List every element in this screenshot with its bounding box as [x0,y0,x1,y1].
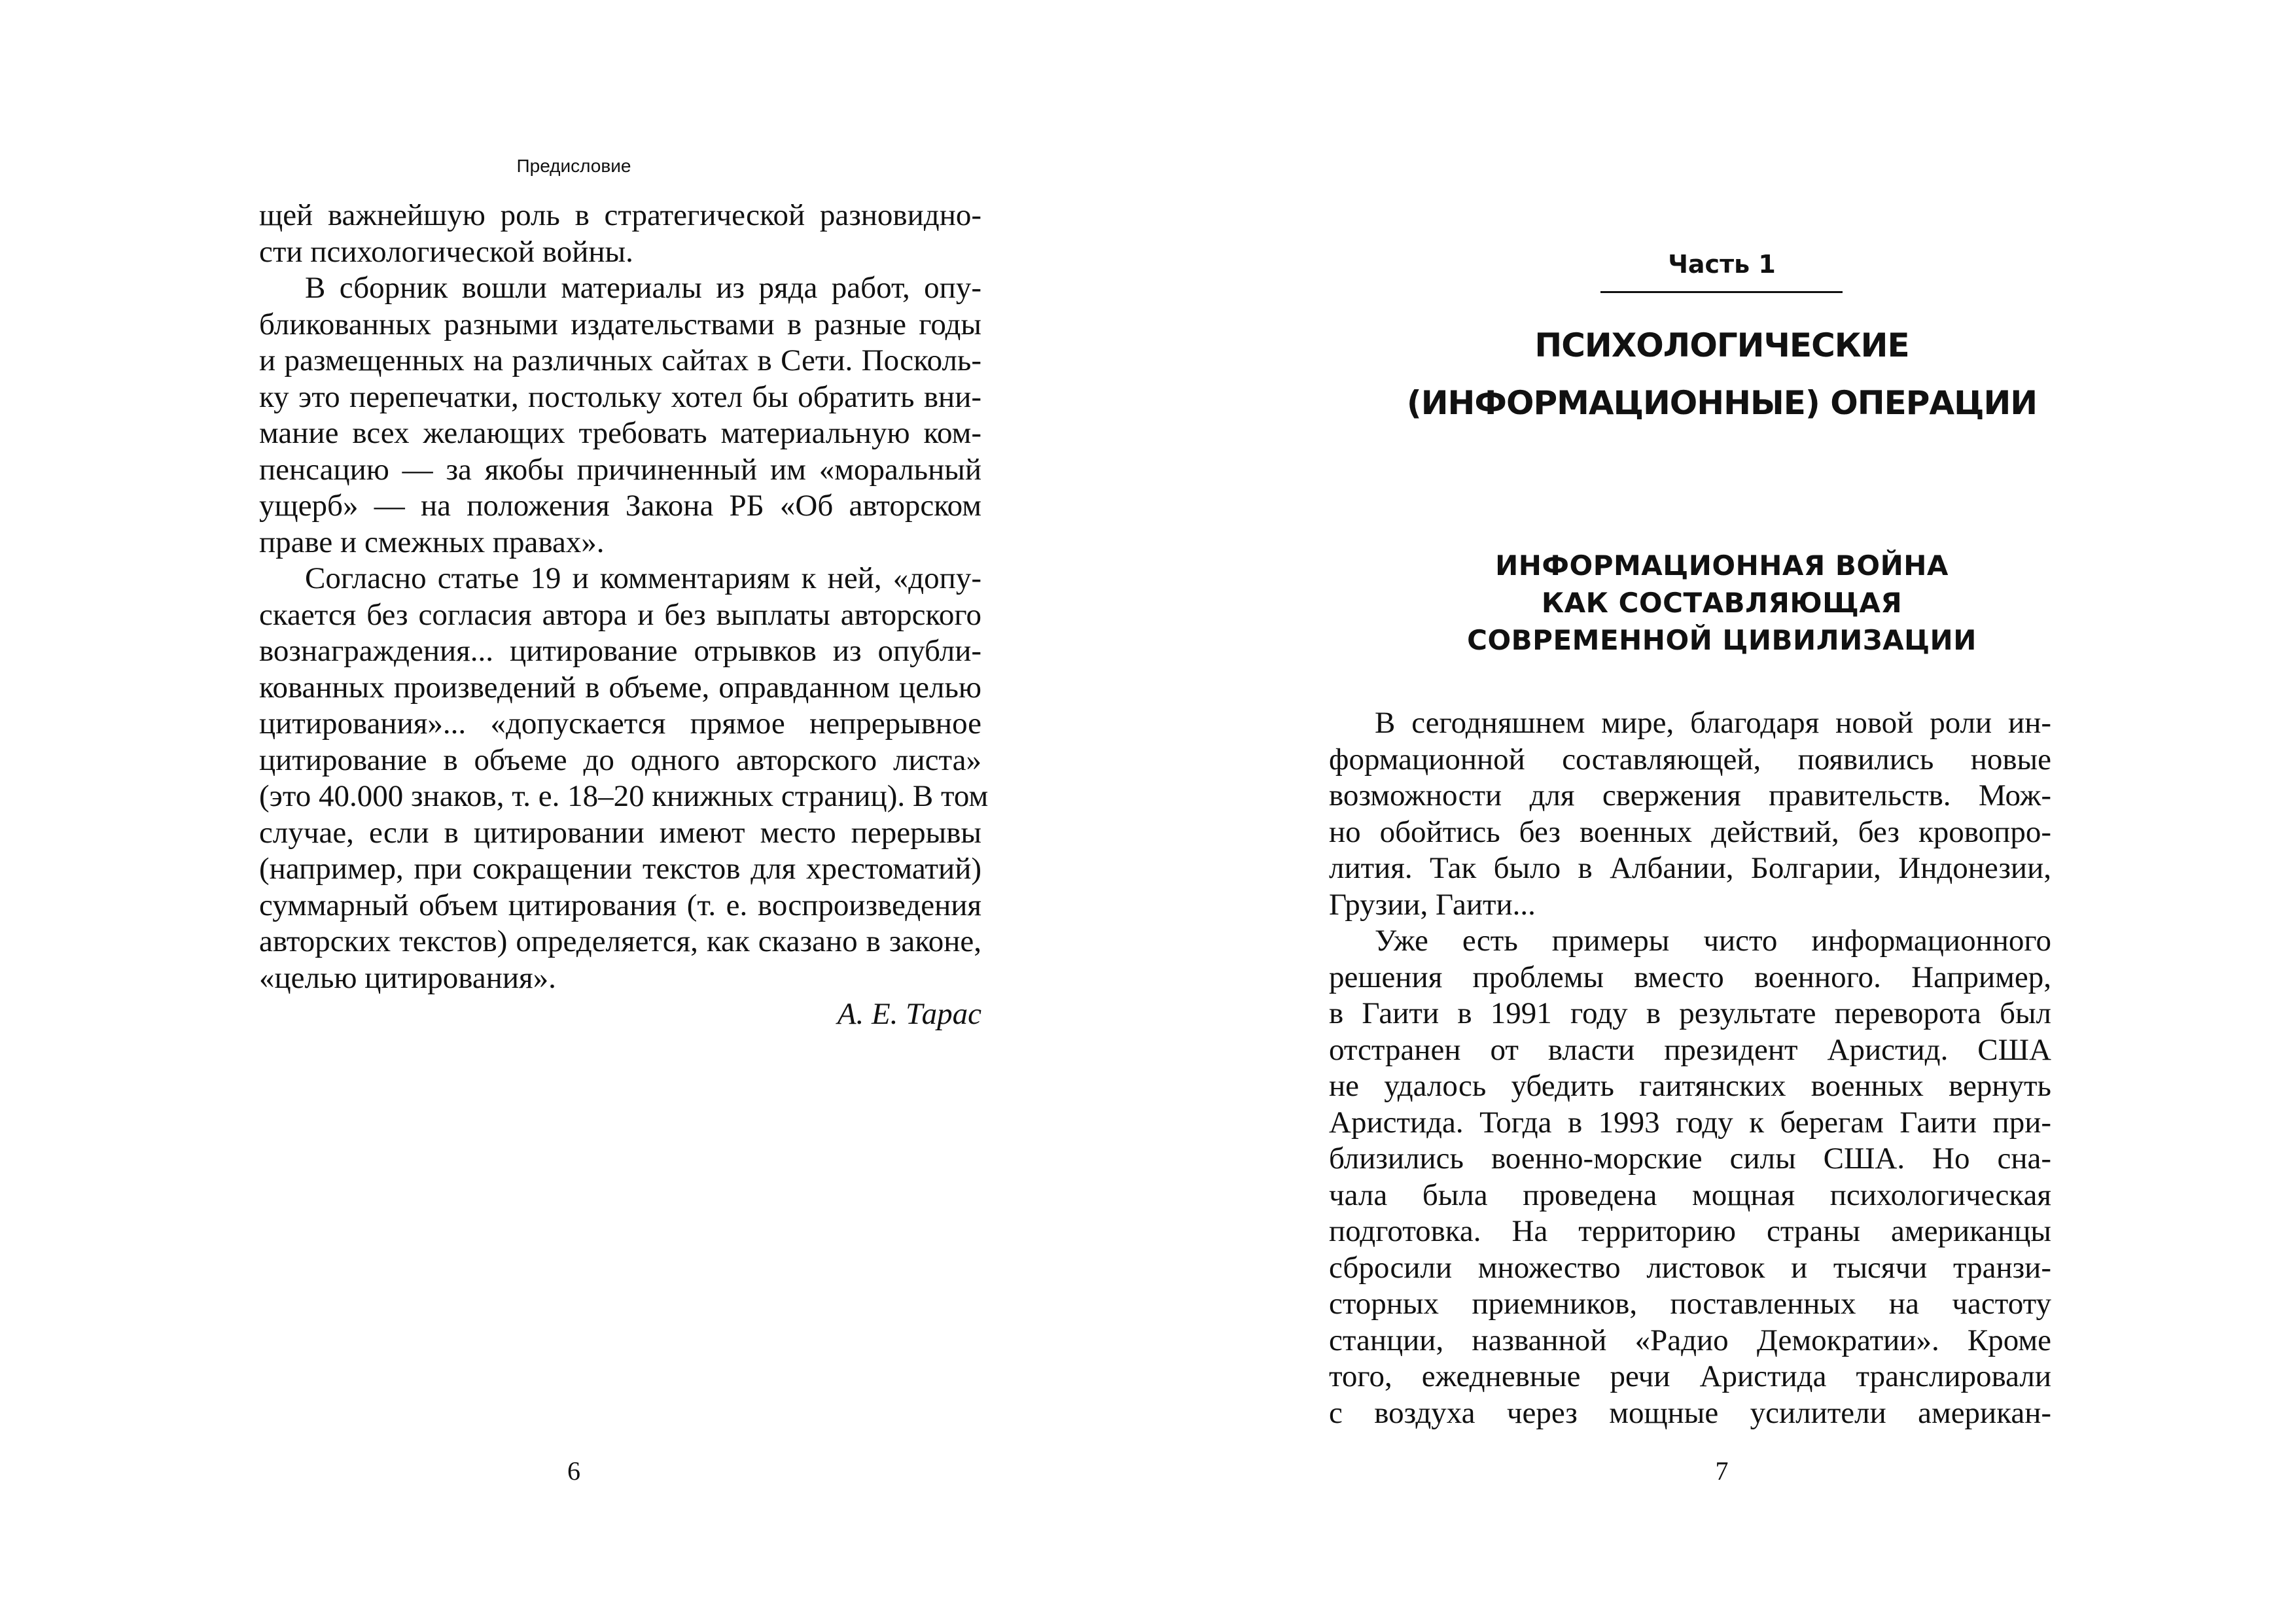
part-title-line: ПСИХОЛОГИЧЕСКИЕ [1534,326,1909,364]
section-title-line: ИНФОРМАЦИОННАЯ ВОЙНА [1495,550,1949,582]
preface-body [259,198,989,1033]
text-line: подготовка. На территорию страны американцы [1329,1214,2051,1248]
author-signature: А. Е. Тарас [837,997,981,1031]
part-title-line: (ИНФОРМАЦИОННЫЕ) ОПЕРАЦИИ [1406,384,2038,422]
text-line: Грузии, Гаити... [1329,887,1536,922]
text-line: сбросили множество листовок и тысячи транзи- [1329,1250,2051,1285]
text-line: цитирования»... «допускается прямое непрерывное [259,707,981,741]
part-title [1148,317,2296,432]
text-line: авторских текстов) определяется, как сказано в законе, [259,924,981,958]
section-title [1148,547,2296,659]
text-line: скается без согласия автора и без выплаты авторского [259,597,981,632]
text-line: цитирование в объеме до одного авторского листа» [259,742,981,777]
text-line: того, ежедневные речи Аристида транслировали [1329,1359,2051,1393]
text-line: кованных произведений в объеме, оправданном целью [259,670,981,705]
part-label: Часть 1 [1668,250,1776,279]
text-line: чала была проведена мощная психологическая [1329,1178,2051,1212]
text-line: Согласно статье 19 и комментариям к ней, «допу- [305,561,981,595]
text-line: близились военно-морские силы США. Но сна- [1329,1142,2051,1176]
section-title-line: КАК СОСТАВЛЯЮЩАЯ [1541,587,1903,619]
text-line: формационной составляющей, появились новые [1329,742,2051,777]
text-line: мание всех желающих требовать материальную ком- [259,416,981,450]
text-line: ущерб» — на положения Закона РБ «Об авторском [259,489,981,523]
text-line: В сборник вошли материалы из ряда работ, опу- [305,271,981,305]
text-line: отстранен от власти президент Аристид. США [1329,1032,2051,1067]
text-line: щей важнейшую роль в стратегической разновидно- [259,198,981,232]
text-line: (это 40.000 знаков, т. е. 18–20 книжных страниц). В том [259,779,989,813]
text-line: решения проблемы вместо военного. Например, [1329,960,2051,994]
chapter-body [1329,705,2051,1431]
text-line: не удалось убедить гаитянских военных вернуть [1329,1069,2051,1103]
text-line: Аристида. Тогда в 1993 году к берегам Гаити при- [1329,1105,2051,1140]
text-line: и размещенных на различных сайтах в Сети. Посколь- [259,343,981,377]
text-line: «целью цитирования». [259,960,556,995]
text-line: вознаграждения... цитирование отрывков из опубли- [259,634,981,668]
right-page [1148,0,2296,1623]
text-line: Уже есть примеры чисто информационного [1375,924,2051,958]
text-line: суммарный объем цитирования (т. е. воспроизведения [259,888,981,922]
text-line: бликованных разными издательствами в разные годы [259,307,981,341]
text-line: пенсацию — за якобы причиненный им «моральный [259,452,981,487]
text-line: сторных приемников, поставленных на частоту [1329,1287,2051,1321]
text-line: но обойтись без военных действий, без кровопро- [1329,814,2051,849]
text-line: станции, названной «Радио Демократии». Кроме [1329,1323,2051,1357]
text-line: лития. Так было в Албании, Болгарии, Индонезии, [1329,851,2051,885]
text-line: случае, если в цитировании имеют место перерывы [259,815,981,850]
text-line: в Гаити в 1991 году в результате переворота был [1329,996,2051,1030]
running-head: Предисловие [516,156,631,176]
text-line: возможности для свержения правительств. Мож- [1329,778,2051,812]
text-line: с воздуха через мощные усилители американ- [1329,1395,2051,1430]
text-line: В сегодняшнем мире, благодаря новой роли ин- [1375,706,2051,740]
text-line: сти психологической войны. [259,234,633,269]
text-line: праве и смежных правах». [259,525,605,559]
text-line: (например, при сокращении текстов для хрестоматий) [259,852,981,886]
page-number: 6 [567,1456,580,1486]
page-number: 7 [1715,1456,1729,1486]
section-title-line: СОВРЕМЕННОЙ ЦИВИЛИЗАЦИИ [1467,624,1977,656]
text-line: ку это перепечатки, постольку хотел бы обратить вни- [259,379,981,414]
part-rule [1600,291,1843,293]
